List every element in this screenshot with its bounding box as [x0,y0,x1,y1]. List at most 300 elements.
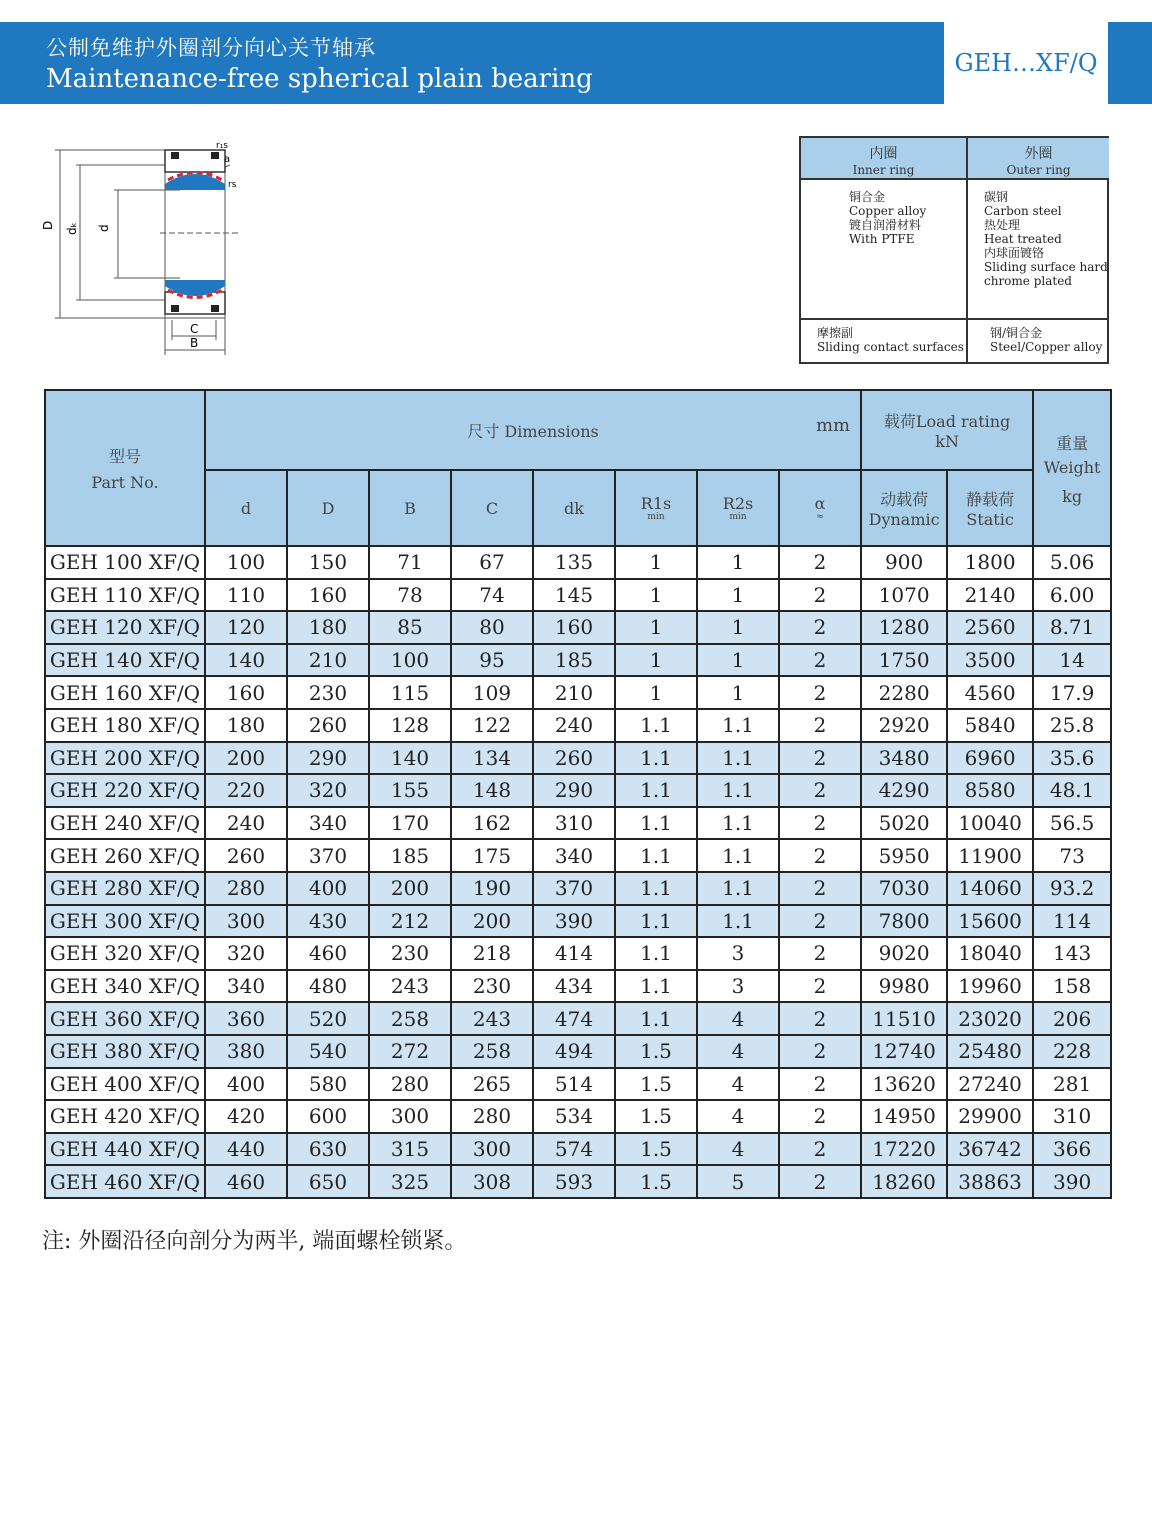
table-cell: 520 [287,1002,369,1035]
contact-cn: 摩擦副 [817,326,854,340]
table-cell: 434 [533,970,615,1003]
table-cell: 1.1 [697,872,779,905]
table-cell: 4290 [861,774,947,807]
table-cell: 320 [205,937,287,970]
table-cell: 8580 [947,774,1033,807]
table-cell: 210 [533,676,615,709]
table-cell: 25480 [947,1035,1033,1068]
table-cell: 160 [287,579,369,612]
table-cell: 2 [779,1133,861,1166]
table-row [45,937,1111,970]
part-number-cell: GEH 420 XF/Q [45,1100,205,1133]
table-cell: 1 [615,676,697,709]
table-cell: 2 [779,905,861,938]
table-cell: 3 [697,937,779,970]
outer-line: 内球面镀铬 [984,246,1045,260]
label-d: d [97,224,111,232]
table-cell: 360 [205,1002,287,1035]
table-cell: 300 [369,1100,451,1133]
table-cell: 14950 [861,1100,947,1133]
table-cell: 4 [697,1068,779,1101]
static-en: Static [966,510,1014,529]
table-cell: 460 [205,1165,287,1198]
load-rating-label: 载荷Load rating [883,412,1011,431]
weight-header [1033,390,1111,546]
min-label: min [729,512,747,522]
table-cell: 474 [533,1002,615,1035]
table-cell: 260 [205,839,287,872]
table-cell: 8.71 [1033,611,1111,644]
table-cell: 380 [205,1035,287,1068]
inner-ring-en: Inner ring [852,163,915,177]
dimensions-header [205,390,861,470]
table-cell: 210 [287,644,369,677]
table-cell: 1.1 [615,709,697,742]
table-cell: 2 [779,1165,861,1198]
col-C: C [451,470,533,546]
part-number-cell: GEH 300 XF/Q [45,905,205,938]
part-number-cell: GEH 220 XF/Q [45,774,205,807]
table-cell: 5 [697,1165,779,1198]
outer-ring-en: Outer ring [1006,163,1071,177]
table-cell: 95 [451,644,533,677]
table-cell: 1.1 [697,807,779,840]
table-cell: 366 [1033,1133,1111,1166]
table-cell: 78 [369,579,451,612]
table-cell: 1.5 [615,1133,697,1166]
inner-ring-material [801,180,968,320]
table-cell: 1070 [861,579,947,612]
part-number-cell: GEH 100 XF/Q [45,546,205,579]
table-cell: 7030 [861,872,947,905]
table-cell: 1.5 [615,1100,697,1133]
table-row [45,839,1111,872]
table-cell: 280 [205,872,287,905]
outer-line: Carbon steel [984,204,1062,218]
table-cell: 280 [451,1100,533,1133]
table-cell: 110 [205,579,287,612]
table-cell: 19960 [947,970,1033,1003]
table-cell: 3500 [947,644,1033,677]
outer-line: 热处理 [984,218,1021,232]
table-row [45,774,1111,807]
table-cell: 1.5 [615,1165,697,1198]
col-d: d [205,470,287,546]
table-cell: 1 [697,579,779,612]
table-cell: 1800 [947,546,1033,579]
table-cell: 1.5 [615,1068,697,1101]
table-cell: 1.1 [615,937,697,970]
table-cell: 574 [533,1133,615,1166]
part-number-cell: GEH 360 XF/Q [45,1002,205,1035]
alpha-unit: ≈ [816,512,824,522]
table-cell: 2 [779,872,861,905]
outer-line: Sliding surface hard [984,260,1108,274]
col-r1s [615,470,697,546]
table-cell: 48.1 [1033,774,1111,807]
table-cell: 340 [205,970,287,1003]
r2s-label: R2s [722,494,754,513]
table-cell: 93.2 [1033,872,1111,905]
table-cell: 1.1 [697,709,779,742]
table-cell: 190 [451,872,533,905]
outer-ring-cn: 外圈 [1024,146,1053,162]
col-B: B [369,470,451,546]
col-dk: dk [533,470,615,546]
load-rating-header [861,390,1033,470]
table-cell: 114 [1033,905,1111,938]
table-cell: 212 [369,905,451,938]
label-rs: rs [228,180,237,190]
table-cell: 11510 [861,1002,947,1035]
table-row [45,709,1111,742]
table-cell: 1.1 [615,970,697,1003]
table-cell: 320 [287,774,369,807]
table-cell: 180 [205,709,287,742]
table-cell: 170 [369,807,451,840]
table-cell: 2 [779,644,861,677]
table-cell: 280 [369,1068,451,1101]
table-cell: 1750 [861,644,947,677]
table-cell: 1.1 [615,742,697,775]
table-cell: 650 [287,1165,369,1198]
table-cell: 420 [205,1100,287,1133]
table-cell: 310 [1033,1100,1111,1133]
table-cell: 220 [205,774,287,807]
table-cell: 370 [533,872,615,905]
part-number-cell: GEH 240 XF/Q [45,807,205,840]
table-cell: 5950 [861,839,947,872]
table-cell: 120 [205,611,287,644]
table-row [45,1068,1111,1101]
table-row [45,970,1111,1003]
table-cell: 230 [287,676,369,709]
material-box [799,136,1109,364]
table-cell: 260 [287,709,369,742]
table-cell: 390 [533,905,615,938]
table-cell: 85 [369,611,451,644]
outer-line: Heat treated [984,232,1062,246]
edge-bar [1108,22,1152,104]
inner-line: Copper alloy [849,204,927,218]
table-cell: 290 [533,774,615,807]
unit-kg: kg [1062,486,1083,506]
label-C: C [190,322,199,336]
table-cell: 162 [451,807,533,840]
table-cell: 281 [1033,1068,1111,1101]
table-cell: 128 [369,709,451,742]
inner-line: With PTFE [849,232,915,246]
table-cell: 258 [451,1035,533,1068]
table-cell: 1.1 [615,807,697,840]
table-cell: 480 [287,970,369,1003]
table-cell: 2 [779,1068,861,1101]
table-cell: 340 [533,839,615,872]
table-row [45,742,1111,775]
table-cell: 265 [451,1068,533,1101]
table-cell: 1.1 [697,774,779,807]
table-cell: 71 [369,546,451,579]
table-cell: 593 [533,1165,615,1198]
table-cell: 390 [1033,1165,1111,1198]
table-cell: 140 [369,742,451,775]
part-number-cell: GEH 110 XF/Q [45,579,205,612]
table-cell: 2 [779,774,861,807]
table-cell: 38863 [947,1165,1033,1198]
part-number-cell: GEH 280 XF/Q [45,872,205,905]
table-cell: 4 [697,1035,779,1068]
table-cell: 109 [451,676,533,709]
table-cell: 14 [1033,644,1111,677]
contact-value-cn: 钢/铜合金 [990,326,1043,340]
weight-cn: 重量 [1056,433,1089,453]
table-cell: 7800 [861,905,947,938]
table-cell: 1.1 [697,742,779,775]
table-cell: 440 [205,1133,287,1166]
table-cell: 5020 [861,807,947,840]
table-cell: 2 [779,546,861,579]
part-number-cell: GEH 380 XF/Q [45,1035,205,1068]
contact-value-en: Steel/Copper alloy [990,340,1103,354]
table-cell: 300 [451,1133,533,1166]
table-cell: 2 [779,1100,861,1133]
table-cell: 1280 [861,611,947,644]
inner-ring-header [801,138,968,180]
table-cell: 308 [451,1165,533,1198]
inner-line: 铜合金 [849,190,886,204]
table-cell: 1 [615,611,697,644]
table-cell: 2 [779,1035,861,1068]
part-number-cell: GEH 320 XF/Q [45,937,205,970]
footnote: 注: 外圈沿径向剖分为两半, 端面螺栓锁紧。 [42,1229,467,1254]
table-cell: 400 [205,1068,287,1101]
table-cell: 115 [369,676,451,709]
min-label: min [647,512,665,522]
table-cell: 4 [697,1002,779,1035]
table-cell: 228 [1033,1035,1111,1068]
outer-ring-header [968,138,1109,180]
label-D: D [41,220,55,230]
table-cell: 35.6 [1033,742,1111,775]
table-cell: 4560 [947,676,1033,709]
table-cell: 1 [615,546,697,579]
table-cell: 218 [451,937,533,970]
part-number-cell: GEH 200 XF/Q [45,742,205,775]
outer-line: chrome plated [984,274,1072,288]
table-cell: 315 [369,1133,451,1166]
col-D: D [287,470,369,546]
title-en: Maintenance-free spherical plain bearing [46,64,593,94]
spec-table-body [45,546,1111,1198]
table-cell: 600 [287,1100,369,1133]
table-row [45,546,1111,579]
table-cell: 1.1 [615,774,697,807]
table-cell: 18040 [947,937,1033,970]
table-cell: 185 [533,644,615,677]
alpha-label: α [814,494,826,513]
table-cell: 15600 [947,905,1033,938]
label-B: B [190,336,199,350]
table-cell: 175 [451,839,533,872]
table-cell: 206 [1033,1002,1111,1035]
table-cell: 414 [533,937,615,970]
table-cell: 200 [369,872,451,905]
table-cell: 100 [205,546,287,579]
table-cell: 5.06 [1033,546,1111,579]
table-cell: 150 [287,546,369,579]
table-cell: 2 [779,611,861,644]
table-row [45,1035,1111,1068]
table-cell: 1.1 [697,839,779,872]
label-dk: dₖ [65,222,79,235]
label-r1s: r₁s [216,141,228,151]
table-cell: 2 [779,937,861,970]
part-number-cell: GEH 260 XF/Q [45,839,205,872]
part-number-cell: GEH 140 XF/Q [45,644,205,677]
table-cell: 2 [779,579,861,612]
table-cell: 580 [287,1068,369,1101]
table-cell: 180 [287,611,369,644]
table-cell: 67 [451,546,533,579]
table-cell: 240 [205,807,287,840]
table-cell: 900 [861,546,947,579]
table-cell: 325 [369,1165,451,1198]
table-row [45,1100,1111,1133]
dynamic-en: Dynamic [868,510,940,529]
table-cell: 2 [779,709,861,742]
table-cell: 56.5 [1033,807,1111,840]
table-cell: 17.9 [1033,676,1111,709]
r1s-label: R1s [640,494,672,513]
table-cell: 100 [369,644,451,677]
table-cell: 340 [287,807,369,840]
table-cell: 460 [287,937,369,970]
table-cell: 230 [369,937,451,970]
inner-ring-cn: 内圈 [869,146,898,162]
table-cell: 1 [697,611,779,644]
col-r2s [697,470,779,546]
title-banner [0,22,944,104]
part-number-cell: GEH 460 XF/Q [45,1165,205,1198]
table-cell: 2 [779,676,861,709]
table-cell: 17220 [861,1133,947,1166]
unit-mm: mm [815,415,851,436]
table-cell: 200 [205,742,287,775]
table-cell: 143 [1033,937,1111,970]
table-cell: 2920 [861,709,947,742]
table-row [45,807,1111,840]
table-cell: 140 [205,644,287,677]
table-row [45,644,1111,677]
label-a: a [224,154,231,165]
table-cell: 1.1 [615,872,697,905]
table-cell: 2 [779,839,861,872]
table-cell: 160 [205,676,287,709]
table-cell: 158 [1033,970,1111,1003]
table-cell: 2 [779,970,861,1003]
table-cell: 6.00 [1033,579,1111,612]
col-alpha [779,470,861,546]
table-cell: 12740 [861,1035,947,1068]
table-cell: 1 [697,546,779,579]
table-cell: 185 [369,839,451,872]
table-cell: 4 [697,1133,779,1166]
table-cell: 11900 [947,839,1033,872]
part-number-cell: GEH 440 XF/Q [45,1133,205,1166]
table-cell: 13620 [861,1068,947,1101]
table-cell: 1 [615,579,697,612]
table-cell: 160 [533,611,615,644]
table-cell: 3 [697,970,779,1003]
table-row [45,579,1111,612]
table-cell: 25.8 [1033,709,1111,742]
table-cell: 230 [451,970,533,1003]
table-cell: 2 [779,742,861,775]
table-cell: 1.5 [615,1035,697,1068]
table-cell: 2 [779,807,861,840]
table-row [45,905,1111,938]
spec-table [44,389,1112,1199]
table-cell: 1 [697,644,779,677]
table-row [45,872,1111,905]
table-cell: 300 [205,905,287,938]
table-cell: 18260 [861,1165,947,1198]
table-cell: 1 [615,644,697,677]
table-cell: 310 [533,807,615,840]
series-label: GEH…XF/Q [954,49,1098,77]
table-cell: 260 [533,742,615,775]
table-cell: 135 [533,546,615,579]
table-cell: 400 [287,872,369,905]
dynamic-cn: 动载荷 [880,490,929,509]
contact-en: Sliding contact surfaces [817,340,964,354]
table-cell: 243 [451,1002,533,1035]
table-cell: 2 [779,1002,861,1035]
table-cell: 36742 [947,1133,1033,1166]
table-cell: 540 [287,1035,369,1068]
table-cell: 1.1 [697,905,779,938]
table-cell: 14060 [947,872,1033,905]
table-row [45,1133,1111,1166]
part-number-cell: GEH 160 XF/Q [45,676,205,709]
part-number-cell: GEH 120 XF/Q [45,611,205,644]
col-static [947,470,1033,546]
table-cell: 240 [533,709,615,742]
part-number-cell: GEH 340 XF/Q [45,970,205,1003]
table-cell: 3480 [861,742,947,775]
dimensions-label: 尺寸 Dimensions [467,421,599,441]
table-cell: 4 [697,1100,779,1133]
table-cell: 122 [451,709,533,742]
table-cell: 1 [697,676,779,709]
table-cell: 200 [451,905,533,938]
table-cell: 2280 [861,676,947,709]
table-cell: 2140 [947,579,1033,612]
contact-surfaces-value [968,320,1109,364]
bearing-diagram [40,140,250,365]
table-cell: 272 [369,1035,451,1068]
table-cell: 145 [533,579,615,612]
table-cell: 73 [1033,839,1111,872]
part-number-cell: GEH 400 XF/Q [45,1068,205,1101]
table-cell: 1.1 [615,1002,697,1035]
weight-en: Weight [1043,457,1101,477]
part-no-cn: 型号 [108,447,141,466]
table-cell: 134 [451,742,533,775]
table-cell: 155 [369,774,451,807]
unit-kn: kN [935,432,959,451]
table-row [45,1165,1111,1198]
